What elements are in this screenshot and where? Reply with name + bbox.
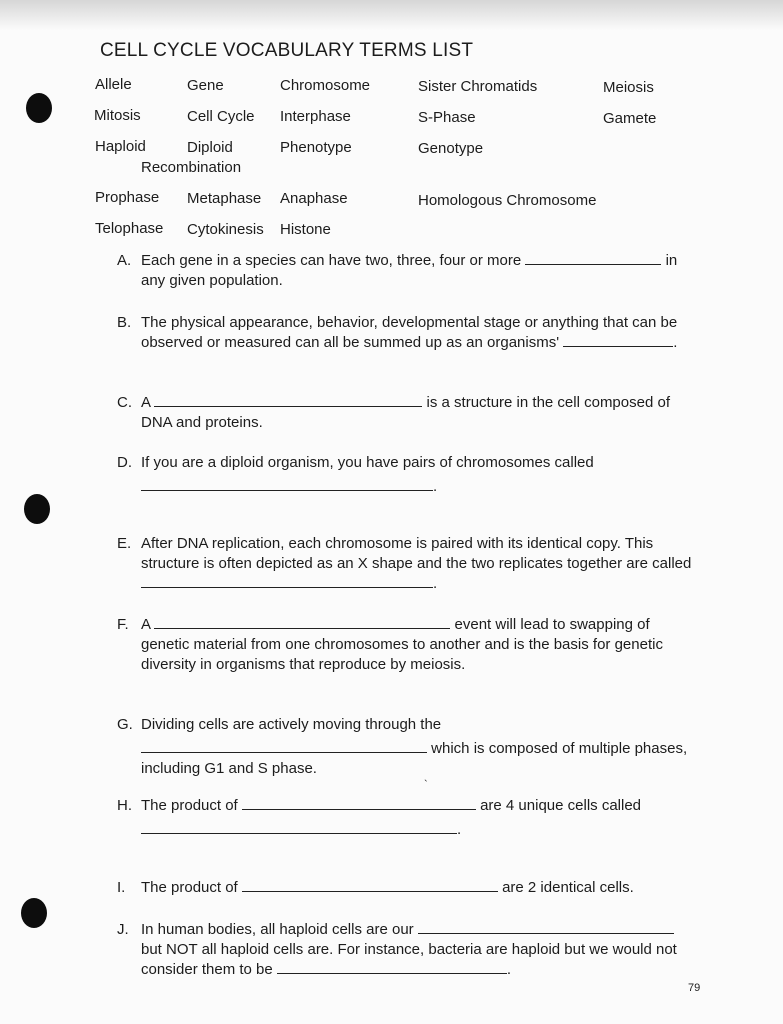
answer-blank-f[interactable] [154,615,450,629]
term-gamete: Gamete [603,110,657,127]
question-letter: F. [117,616,129,633]
question-text: in [665,252,678,269]
question-text: is a structure in the cell composed of DNA and proteins. [141,394,670,431]
term-phenotype: Phenotype [280,139,352,156]
term-meiosis: Meiosis [603,79,654,96]
term-allele: Allele [95,76,132,93]
answer-blank-i[interactable] [242,878,498,892]
term-sister-chromatids: Sister Chromatids [418,78,538,95]
question-text: . [433,478,438,495]
term-gene: Gene [187,77,224,94]
question-letter: A. [117,252,132,269]
answer-blank-h1[interactable] [242,796,476,810]
term-histone: Histone [280,221,331,238]
term-cell-cycle: Cell Cycle [187,108,255,125]
question-letter: E. [117,535,132,552]
scan-top-band [0,0,783,30]
term-telophase: Telophase [95,220,164,237]
binder-hole-top [26,93,52,123]
term-chromosome: Chromosome [280,77,371,94]
term-homologous-chromosome: Homologous Chromosome [418,192,597,209]
question-text: A [141,616,151,633]
term-metaphase: Metaphase [187,190,262,207]
binder-hole-middle [24,494,50,524]
question-text: The physical appearance, behavior, developmental stage or anything that can be observed or measured can all be summed up as an organisms' [141,314,678,351]
answer-blank-h2[interactable] [141,820,457,834]
answer-blank-a[interactable] [525,251,661,265]
term-interphase: Interphase [280,108,351,125]
question-letter: I. [117,879,126,896]
question-letter: H. [117,797,132,814]
answer-blank-e[interactable] [141,574,433,588]
term-genotype: Genotype [418,140,484,157]
question-text: . [457,821,462,838]
term-recombination: Recombination [141,159,242,176]
answer-blank-g[interactable] [141,739,427,753]
question-text: The product of [141,797,238,814]
term-cytokinesis: Cytokinesis [187,221,264,238]
page-title: CELL CYCLE VOCABULARY TERMS LIST [100,40,474,61]
question-text: event will lead to swapping of genetic material from one chromosomes to another and is the basis for genetic diversity in organisms that reproduce by meiosis. [141,616,663,673]
term-s-phase: S-Phase [418,109,476,126]
binder-hole-bottom [21,898,47,928]
question-letter: J. [117,921,129,938]
question-letter: B. [117,314,132,331]
stray-mark: ` [424,779,428,791]
term-prophase: Prophase [95,189,160,206]
answer-blank-b[interactable] [563,333,673,347]
page-number: 79 [688,982,701,994]
question-text: After DNA replication, each chromosome is paired with its identical copy. This structure is often depicted as an X shape and the two replicates together are called [141,535,692,572]
question-text: In human bodies, all haploid cells are our [141,921,414,938]
question-text: Dividing cells are actively moving through the [141,716,442,733]
question-text: A [141,394,151,411]
question-text: but NOT all haploid cells are. For instance, bacteria are haploid but we would not consider them to be [141,941,677,978]
question-letter: C. [117,394,132,411]
term-mitosis: Mitosis [94,107,141,124]
question-letter: D. [117,454,132,471]
answer-blank-j2[interactable] [277,960,507,974]
question-letter: G. [117,716,133,733]
question-text: are 4 unique cells called [480,797,642,814]
term-haploid: Haploid [95,138,146,155]
question-text: are 2 identical cells. [502,879,634,896]
question-text: . [433,575,438,592]
question-text: If you are a diploid organism, you have pairs of chromosomes called [141,454,594,471]
answer-blank-j1[interactable] [418,920,674,934]
question-text: The product of [141,879,238,896]
question-text: Each gene in a species can have two, three, four or more [141,252,522,269]
answer-blank-c[interactable] [154,393,422,407]
question-text: . [506,961,512,978]
term-diploid: Diploid [187,139,233,156]
question-text: which is composed of multiple phases, including G1 and S phase. [141,740,688,777]
question-text: any given population. [141,272,283,289]
answer-blank-d[interactable] [141,477,433,491]
question-text: . [673,334,678,351]
term-anaphase: Anaphase [280,190,348,207]
